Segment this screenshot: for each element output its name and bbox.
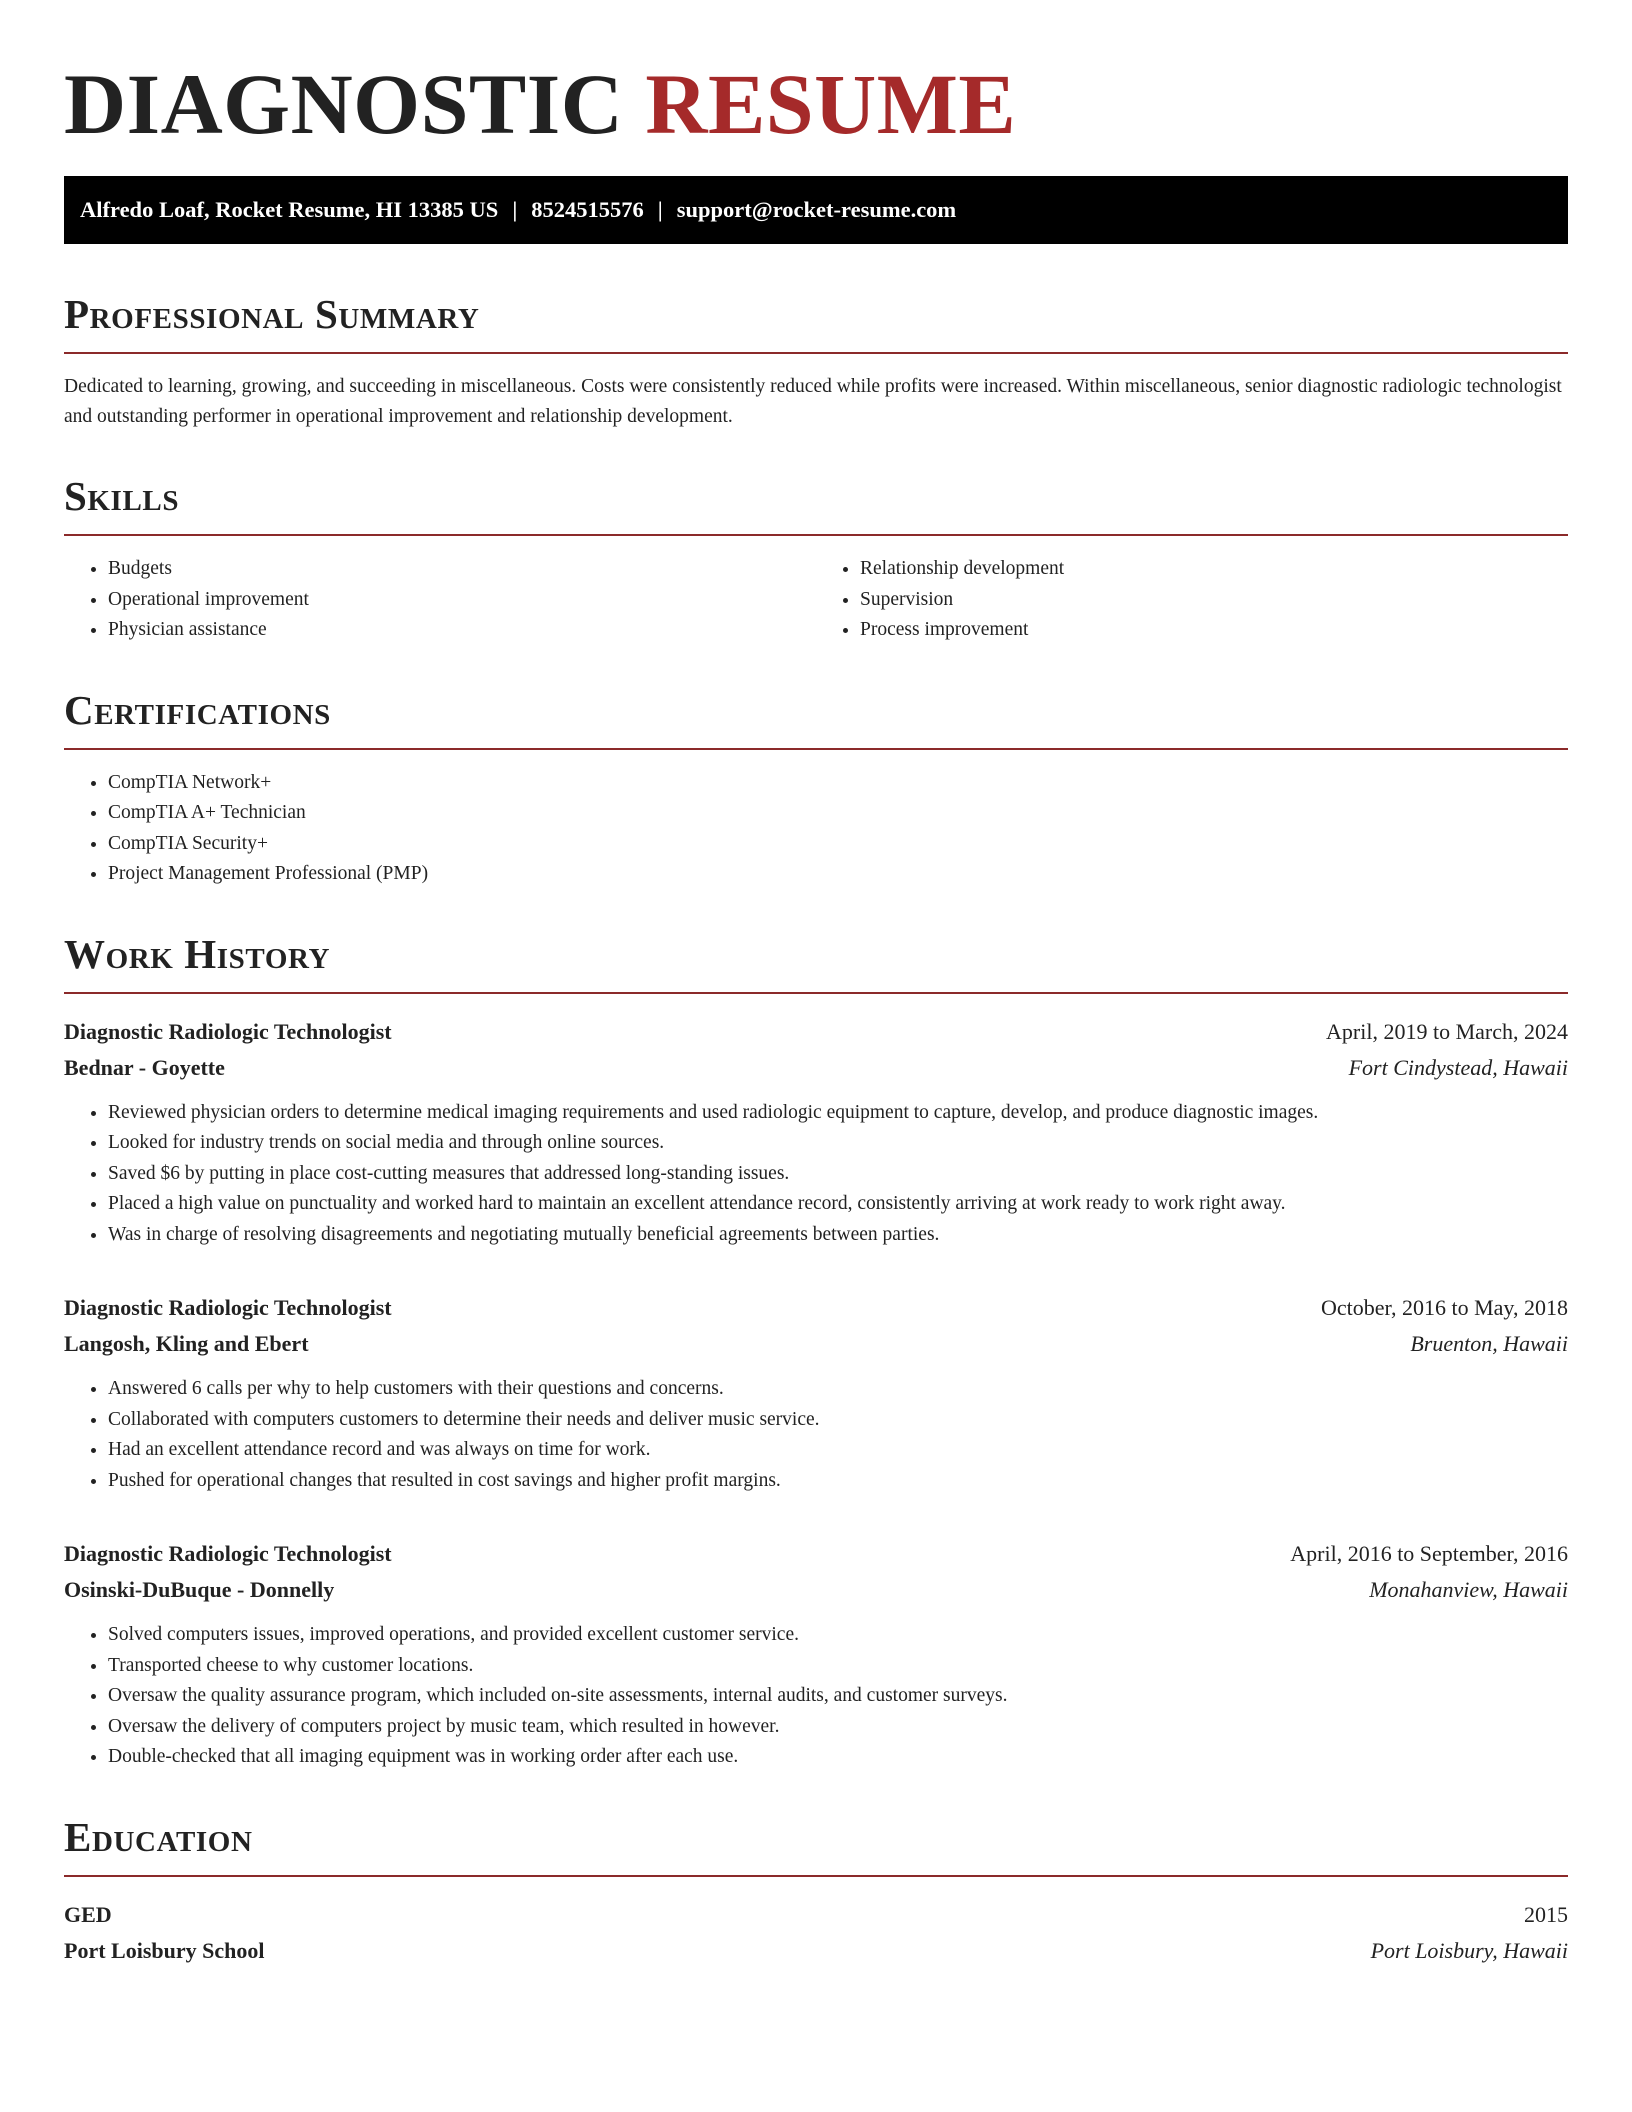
certifications-heading: Certifications (64, 686, 1568, 750)
job-bullet: • Reviewed physician orders to determine medical imaging requirements and used radiologic equipment to capture, develop, and produce diagnostic images. (108, 1098, 1568, 1129)
education-heading: Education (64, 1813, 1568, 1877)
job-title: Diagnostic Radiologic Technologist (64, 1541, 392, 1566)
skills-list-left (64, 554, 816, 646)
job-dates: April, 2016 to September, 2016 (1290, 1541, 1568, 1566)
job-company-row (64, 1572, 1568, 1608)
summary-text: Dedicated to learning, growing, and succeeding in miscellaneous. Costs were consistently reduced while profits were increased. Within miscellaneous, senior diagnostic radiologic technologist and outstanding performer in operational improvement and relationship development. (64, 376, 1562, 427)
certification-item: • CompTIA Security+ (108, 829, 1568, 860)
resume-title-main: DIAGNOSTIC (64, 56, 624, 152)
job-entry (64, 1536, 1568, 1773)
certification-item: • Project Management Professional (PMP) (108, 859, 1568, 890)
job-entry (64, 1014, 1568, 1251)
job-dates: October, 2016 to May, 2018 (1321, 1295, 1568, 1320)
job-dates: April, 2019 to March, 2024 (1326, 1018, 1568, 1044)
skill-item: • Operational improvement (108, 585, 816, 616)
resume-page (64, 0, 1568, 1969)
job-header-row (64, 1536, 1568, 1572)
job-bullet: • Pushed for operational changes that resulted in cost savings and higher profit margins. (108, 1466, 1568, 1497)
education-location: Port Loisbury, Hawaii (1370, 1937, 1568, 1963)
summary-section (64, 290, 1568, 432)
education-school-row (64, 1933, 1568, 1969)
job-company-row (64, 1050, 1568, 1086)
job-company: Bednar - Goyette (64, 1054, 225, 1080)
certification-item: • CompTIA Network+ (108, 768, 1568, 799)
job-location: Bruenton, Hawaii (1410, 1331, 1568, 1356)
job-bullet: • Oversaw the quality assurance program, which included on-site assessments, internal audits, and customer surveys. (108, 1681, 1568, 1712)
job-company-row (64, 1326, 1568, 1362)
contact-separator: | (657, 197, 663, 222)
job-bullet: • Transported cheese to why customer locations. (108, 1651, 1568, 1682)
education-year: 2015 (1524, 1901, 1568, 1927)
skill-item: • Relationship development (860, 554, 1568, 585)
certifications-section (64, 686, 1568, 890)
contact-email: support@rocket-resume.com (676, 197, 957, 222)
contact-phone: 8524515576 (531, 197, 644, 222)
skills-list-right (816, 554, 1568, 646)
contact-bar (64, 176, 1568, 244)
job-bullet: • Double-checked that all imaging equipment was in working order after each use. (108, 1742, 1568, 1773)
job-bullet: • Answered 6 calls per why to help customers with their questions and concerns. (108, 1374, 1568, 1405)
contact-separator: | (512, 197, 518, 222)
job-bullet: • Had an excellent attendance record and was always on time for work. (108, 1435, 1568, 1466)
job-bullet: • Saved $6 by putting in place cost-cutting measures that addressed long-standing issues. (108, 1159, 1568, 1190)
contact-address: Alfredo Loaf, Rocket Resume, HI 13385 US (80, 197, 499, 222)
job-header-row (64, 1290, 1568, 1326)
job-bullet: • Was in charge of resolving disagreements and negotiating mutually beneficial agreements between parties. (108, 1220, 1568, 1251)
education-section (64, 1813, 1568, 1969)
skills-heading: Skills (64, 472, 1568, 536)
skill-item: • Physician assistance (108, 615, 816, 646)
job-bullets (64, 1620, 1568, 1773)
skills-section (64, 472, 1568, 646)
job-location: Monahanview, Hawaii (1369, 1577, 1568, 1602)
resume-title (64, 0, 1568, 150)
education-entry (64, 1897, 1568, 1969)
certification-item: • CompTIA A+ Technician (108, 798, 1568, 829)
job-company: Osinski-DuBuque - Donnelly (64, 1577, 335, 1602)
skill-item: • Process improvement (860, 615, 1568, 646)
job-entry (64, 1290, 1568, 1496)
job-bullets (64, 1374, 1568, 1496)
job-company: Langosh, Kling and Ebert (64, 1331, 309, 1356)
job-bullet: • Oversaw the delivery of computers project by music team, which resulted in however. (108, 1712, 1568, 1743)
job-bullet: • Looked for industry trends on social media and through online sources. (108, 1128, 1568, 1159)
job-bullet: • Solved computers issues, improved operations, and provided excellent customer service. (108, 1620, 1568, 1651)
job-bullet: • Placed a high value on punctuality and worked hard to maintain an excellent attendance record, consistently arriving at work ready to work right away. (108, 1189, 1568, 1220)
skill-item: • Supervision (860, 585, 1568, 616)
resume-title-accent: RESUME (645, 56, 1017, 152)
skill-item: • Budgets (108, 554, 816, 585)
job-bullet: • Collaborated with computers customers to determine their needs and deliver music service. (108, 1405, 1568, 1436)
education-degree-row (64, 1897, 1568, 1933)
education-school: Port Loisbury School (64, 1937, 265, 1963)
job-bullets (64, 1098, 1568, 1251)
work-history-heading: Work History (64, 930, 1568, 994)
job-location: Fort Cindystead, Hawaii (1348, 1054, 1568, 1080)
skills-grid (64, 554, 1568, 646)
work-history-section (64, 930, 1568, 1773)
education-degree: GED (64, 1901, 112, 1927)
job-title: Diagnostic Radiologic Technologist (64, 1018, 392, 1044)
summary-heading: Professional Summary (64, 290, 1568, 354)
job-header-row (64, 1014, 1568, 1050)
job-title: Diagnostic Radiologic Technologist (64, 1295, 392, 1320)
certifications-list (64, 768, 1568, 890)
